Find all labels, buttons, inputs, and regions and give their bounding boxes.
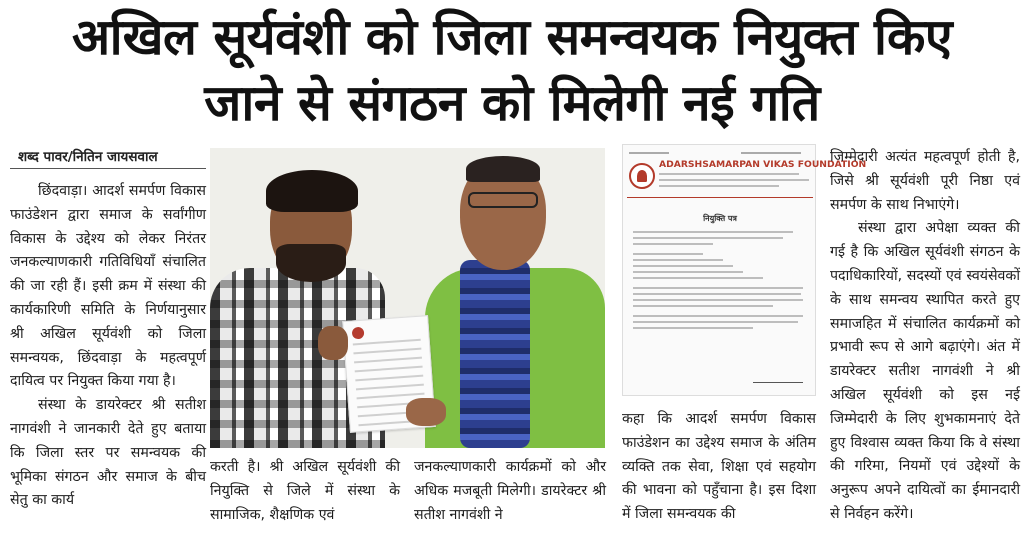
paragraph: जनकल्याणकारी कार्यक्रमों को और अधिक मजबूती मिलेगी। डायरेक्टर श्री सतीश नागवंशी ने [414,459,606,523]
headline [0,0,1024,138]
appointment-letter-image [622,144,867,396]
letter-org-name: ADARSHSAMARPAN VIKAS FOUNDATION [659,159,867,170]
article-column-2 [210,456,400,527]
article-column-4 [622,408,816,527]
paragraph: कहा कि आदर्श समर्पण विकास फाउंडेशन का उद्देश्य समाज के अंतिम व्यक्ति तक सेवा, शिक्षा एवं सहयोग की भावना को पहुँचाना है। इस दिशा में जिला समन्वयक की [622,411,816,523]
article-column-1 [10,180,206,513]
headline-line-1: अखिल सूर्यवंशी को जिला समन्वयक नियुक्त किए [71,8,953,66]
paragraph: संस्था द्वारा अपेक्षा व्यक्त की गई है कि अखिल सूर्यवंशी संगठन के पदाधिकारियों, सदस्यों एवं स्वयंसेवकों के साथ समन्वय स्थापित करते हुए समाजहित में संचालित कार्यक्रमों को प्रभावी रूप से आगे बढ़ाएंगे। अंत में डायरेक्टर सतीश नागवंशी ने श्री अखिल सूर्यवंशी को इस नई जिम्मेदारी के लिए शुभकामनाएं देते हुए विश्वास व्यक्त किया कि वे संस्था की गरिमा, नियमों एवं उद्देश्यों के अनुरूप अपने दायित्वों का ईमानदारी से निर्वहन करेंगे। [830,220,1020,522]
headline-line-2: जाने से संगठन को मिलेगी नई गति [204,74,820,132]
news-photo [210,148,605,448]
article-column-5 [830,146,1020,527]
paragraph: जिम्मेदारी अत्यंत महत्वपूर्ण होती है, जिसे श्री सूर्यवंशी पूरी निष्ठा एवं समर्पण के साथ निभाएंगे। [830,149,1020,213]
paragraph: छिंदवाड़ा। आदर्श समर्पण विकास फाउंडेशन द्वारा समाज के सर्वांगीण विकास के उद्देश्य को लेकर निरंतर जनकल्याणकारी गतिविधियाँ संचालित की जा रही हैं। इसी क्रम में संस्था की कार्यकारिणी समिति के निर्णयानुसार श्री अखिल सूर्यवंशी को जिला समन्वयक, छिंदवाड़ा के महत्वपूर्ण दायित्व पर नियुक्त किया गया है। [10,183,206,390]
byline: शब्द पावर/नितिन जायसवाल [18,149,158,165]
signature [753,373,803,383]
letter-title: नियुक्ति पत्र [703,214,737,223]
paragraph: संस्था के डायरेक्टर श्री सतीश नागवंशी ने जानकारी देते हुए बताया कि जिला स्तर पर समन्वयक की भूमिका संगठन और समाज के बीच सेतु का कार्य [10,397,206,509]
foundation-logo-icon [629,163,655,189]
article-column-3 [414,456,606,527]
paragraph: करती है। श्री अखिल सूर्यवंशी की नियुक्ति से जिले में संस्था के सामाजिक, शैक्षणिक एवं [210,459,400,523]
byline-divider [10,168,206,169]
